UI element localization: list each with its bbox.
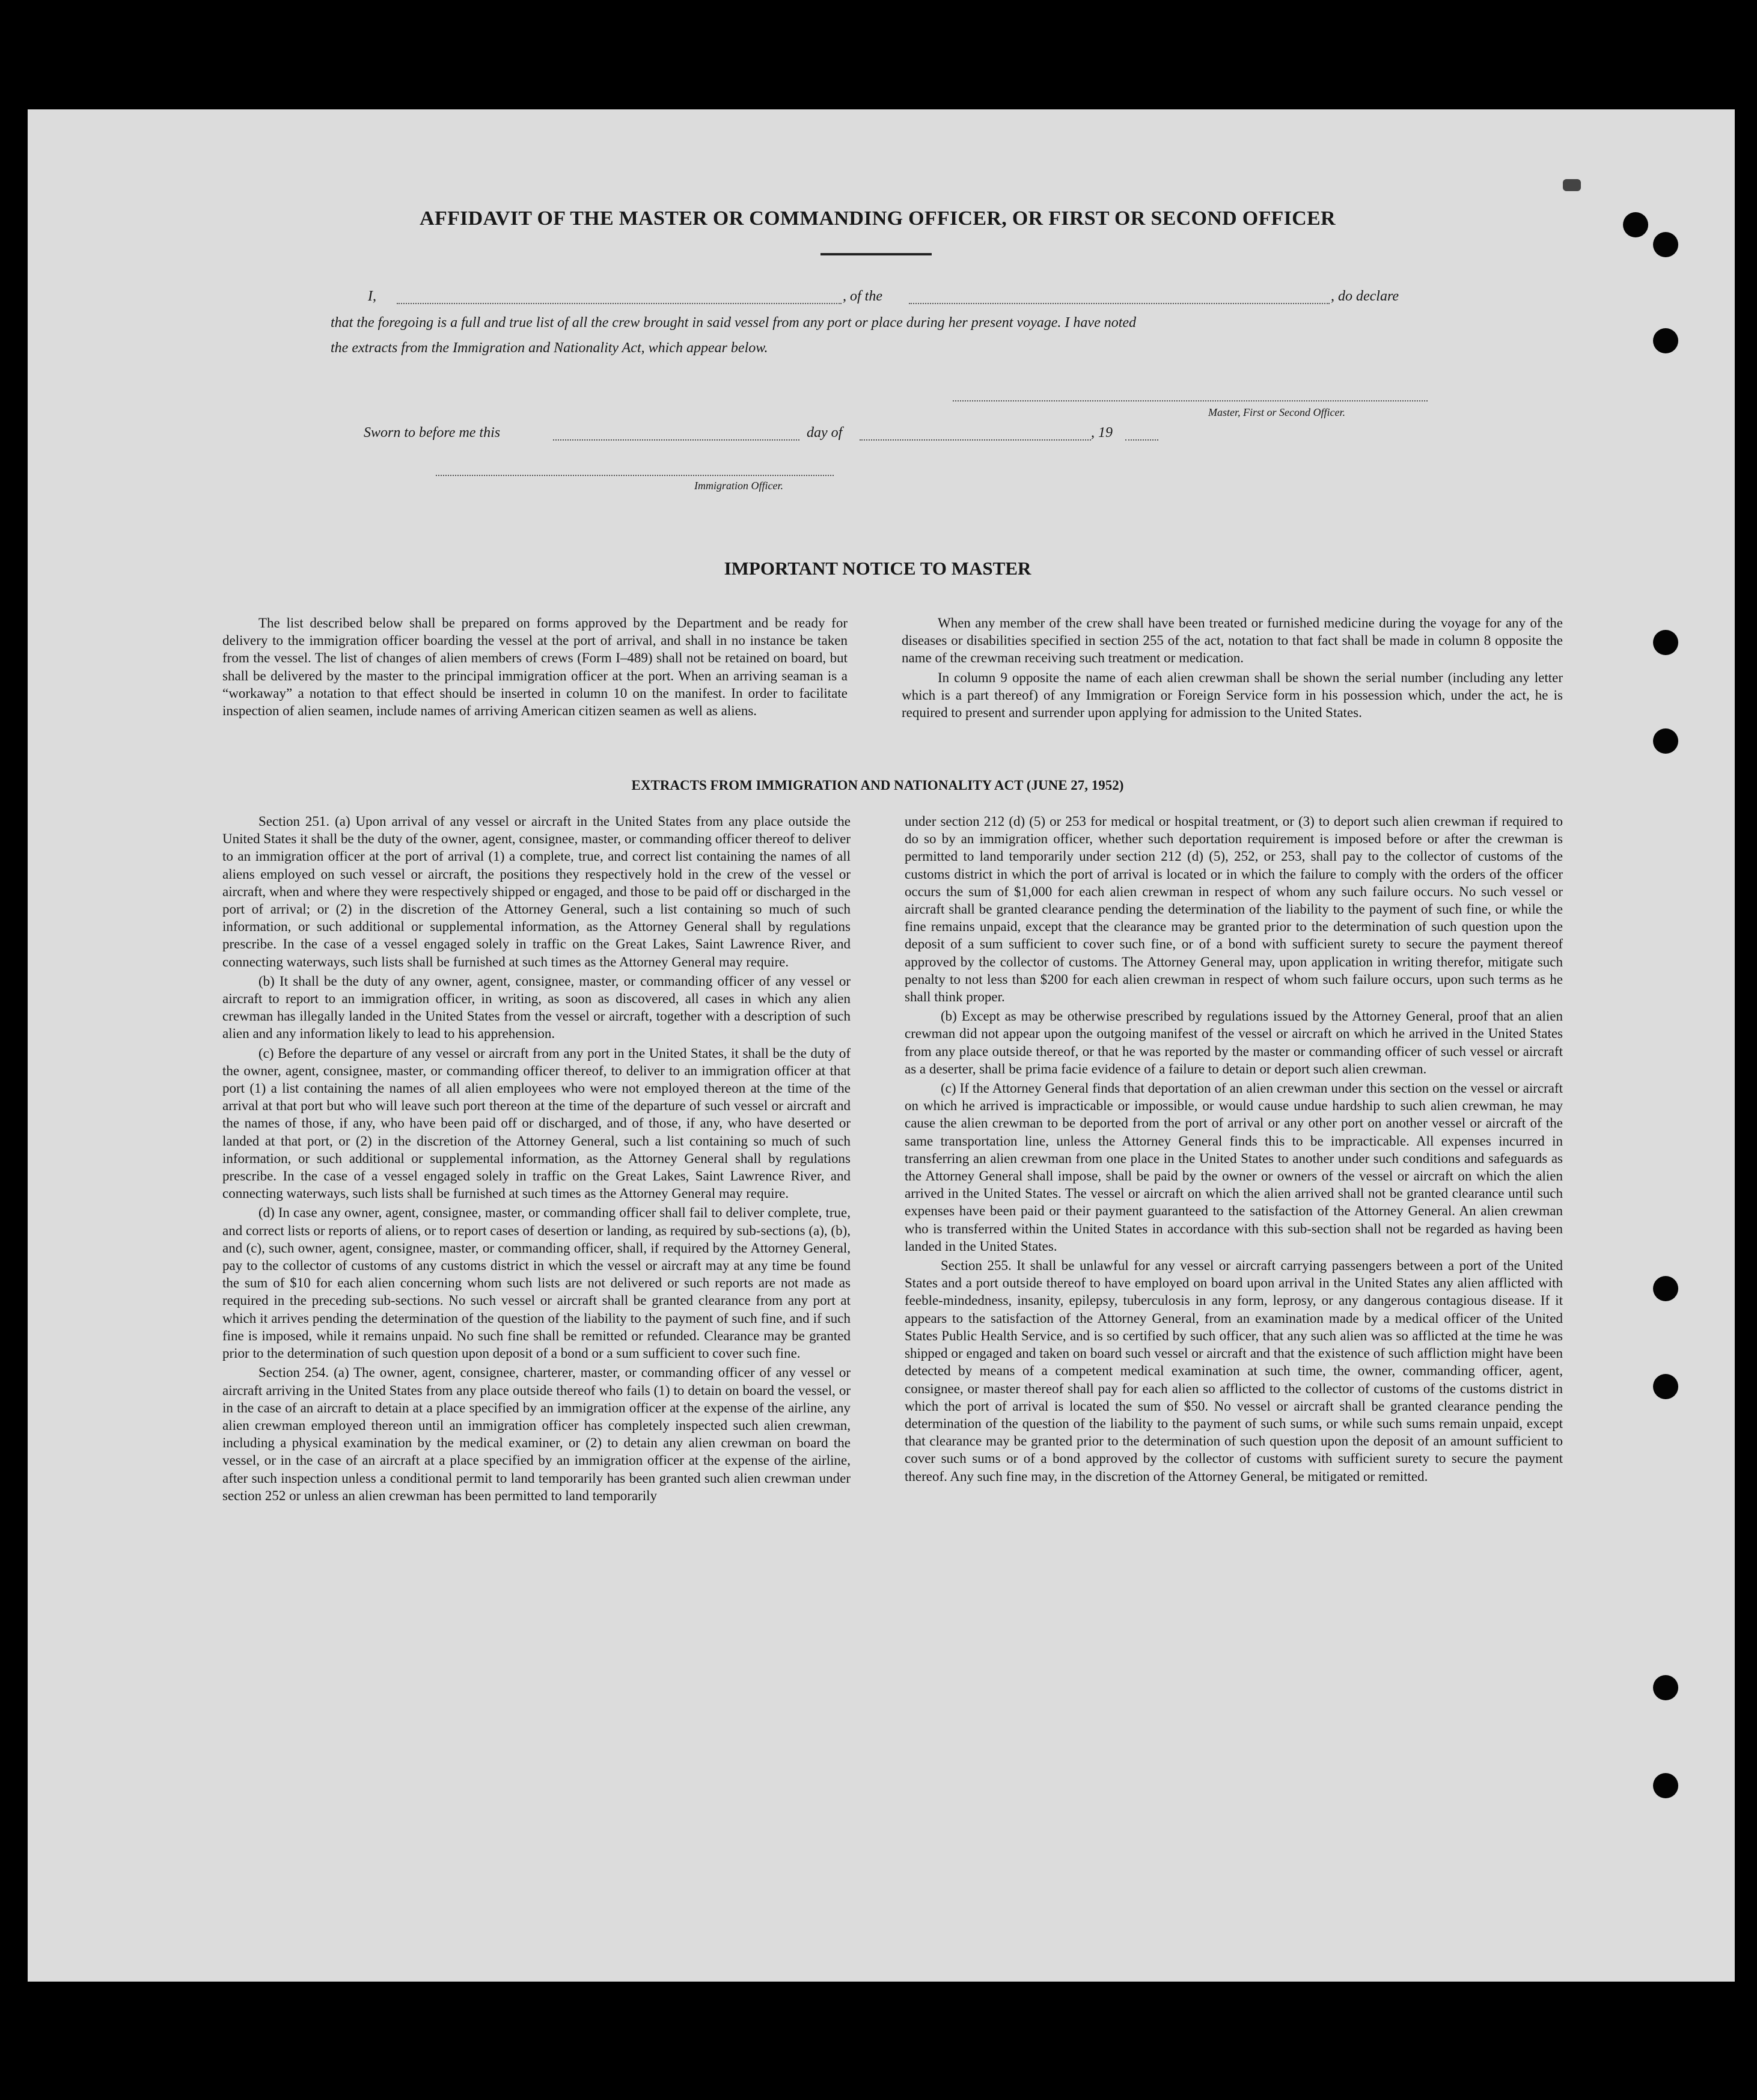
sworn-year-field[interactable] <box>1125 426 1158 441</box>
extract-paragraph: under section 212 (d) (5) or 253 for medical or hospital treatment, or (3) to deport such alien crewman if required to do so by an immigration officer, whether such deportation requirement is imposed before or after the crewman is permitted to land temporarily under section 212 (d) (5), 252, or 253, shall pay to the collector of customs of the customs district in which the port of arrival is located or in which the failure to comply with the orders of the officer occurs the sum of $1,000 for each alien crewman in respect of whom any such failure occurs. No such vessel or aircraft shall be granted clearance pending the determination of the liability to the payment of such fine, or while the fine remains unpaid, except that the clearance may be granted prior to the determination of such question upon the deposit of a sum sufficient to cover such fine, or of a bond with sufficient surety to secure the payment thereof approved by the collector of customs. The Attorney General may, upon application in writing therefor, mitigate such penalty to not less than $200 for each alien crewman in respect of whom such failure occurs, upon such terms as he shall think proper. <box>905 814 1563 1005</box>
extract-paragraph: (c) Before the departure of any vessel or aircraft from any port in the United States, it shall be the duty of the owner, agent, consignee, master, or commanding officer thereof, to deliver to an immigration officer at that port (1) a list containing the names of all alien employees who were not employed thereon at the time of the arrival at that port but who will leave such port thereon at the time of the departure of such vessel or aircraft and the names of those, if any, who have been paid off or discharged, and of those, if any, who have deserted or landed at that port, or (2) in the discretion of the Attorney General, such a list containing so much of such information, or such additional or supplemental information, as the Attorney General shall by regulations prescribe. In the case of a vessel engaged solely in traffic on the Great Lakes, Saint Lawrence River, and connecting waterways, such lists shall be furnished at such times as the Attorney General may require. <box>222 1045 851 1201</box>
sworn-day-field[interactable] <box>553 426 799 441</box>
declaration-of-the: , of the <box>843 288 882 304</box>
binder-hole <box>1653 630 1678 655</box>
binder-hole <box>1653 1675 1678 1700</box>
sworn-year: , 19 <box>1091 425 1113 441</box>
master-caption: Master, First or Second Officer. <box>1208 406 1345 418</box>
sworn-prefix: Sworn to before me this <box>364 425 501 441</box>
officer-caption: Immigration Officer. <box>694 480 783 492</box>
extract-paragraph: (b) It shall be the duty of any owner, agent, consignee, master, or commanding officer of any vessel or aircraft to report to an immigration officer, in writing, as soon as discovered, all cases in which any alien crewman has illegally landed in the United States from the vessel or aircraft, together with a description of such alien and any information likely to lead to his apprehension. <box>222 973 851 1042</box>
declaration-declare: , do declare <box>1331 288 1399 304</box>
binder-hole <box>1623 212 1648 237</box>
notice-title: IMPORTANT NOTICE TO MASTER <box>724 558 1031 579</box>
vessel-field[interactable] <box>909 290 1330 304</box>
binder-hole <box>1653 328 1678 353</box>
binder-hole <box>1653 728 1678 754</box>
binder-hole <box>1653 1773 1678 1798</box>
extract-paragraph: Section 251. (a) Upon arrival of any vessel or aircraft in the United States from any place outside the United States it shall be the duty of the owner, agent, consignee, master, or commanding officer thereof to deliver to an immigration officer at the port of arrival (1) a complete, true, and correct list containing the names of all aliens employed on such vessel or aircraft, the positions they respectively hold in the crew of the vessel or aircraft, when and where they were respectively shipped or engaged, and those to be paid off or discharged in the port of arrival; or (2) in the discretion of the Attorney General, such a list containing so much of such information, or such additional or supplemental information, as the Attorney General shall by regulations prescribe. In the case of a vessel engaged solely in traffic on the Great Lakes, Saint Lawrence River, and connecting waterways, such lists shall be furnished at such times as the Attorney General may require. <box>222 814 851 969</box>
notice-left-paragraph: The list described below shall be prepared on forms approved by the Department and be ready for delivery to the immigration officer boarding the vessel at the port of arrival, and shall in no instance be taken from the vessel. The list of changes of alien members of crews (Form I–489) shall not be retained on board, but shall be delivered by the master to the principal immigration officer at the port. When an arriving seaman is a “workaway” a notation to that effect should be inserted in column 10 on the manifest. In order to facilitate inspection of alien seamen, include names of arriving American citizen seamen as well as aliens. <box>222 615 848 719</box>
declaration-line3: the extracts from the Immigration and Nationality Act, which appear below. <box>331 340 768 356</box>
scan-mark <box>1563 179 1581 191</box>
extracts-left-column <box>222 813 851 1506</box>
binder-hole <box>1653 1374 1678 1399</box>
notice-right-paragraph: In column 9 opposite the name of each alien crewman shall be shown the serial number (including any letter which is a part thereof) of any Immigration or Foreign Service form in his possession which, under the act, he is required to present and surrender upon applying for admission to the United States. <box>902 670 1563 721</box>
extract-paragraph: (b) Except as may be otherwise prescribed by regulations issued by the Attorney General, proof that an alien crewman did not appear upon the outgoing manifest of the vessel or aircraft on which he arrived in the United States from any place outside thereof, or that he was reported by the master or commanding officer of such vessel or aircraft as a deserter, shall be prima facie evidence of a failure to detain or deport such alien crewman. <box>905 1009 1563 1076</box>
extract-paragraph: (c) If the Attorney General finds that deportation of an alien crewman under this section on the vessel or aircraft on which he arrived is impracticable or impossible, or would cause undue hardship to such alien crewman, he may cause the alien crewman to be deported from the port of arrival or any other port on another vessel or aircraft of the same transportation line, unless the Attorney General finds this to be impracticable. All expenses incurred in transferring an alien crewman from one place in the United States to another under such conditions and safeguards as the Attorney General shall impose, shall be paid by the owner or owners of the vessel or aircraft on which the alien arrived in the United States. The vessel or aircraft on which the alien arrived shall not be granted clearance until such expenses have been paid or their payment guaranteed to the satisfaction of the Attorney General. An alien crewman who is transferred within the United States in accordance with this sub-section shall not be regarded as having been landed in the United States. <box>905 1081 1563 1254</box>
notice-right-paragraph: When any member of the crew shall have been treated or furnished medicine during the voyage for any of the diseases or disabilities specified in section 255 of the act, notation to that fact shall be made in column 8 opposite the name of the crewman receiving such treatment or medication. <box>902 615 1563 666</box>
sworn-day-of: day of <box>807 425 843 441</box>
declaration-line2: that the foregoing is a full and true list of all the crew brought in said vessel from any port or place during her present voyage. I have noted <box>331 315 1137 331</box>
sworn-month-field[interactable] <box>860 426 1091 441</box>
affidavit-title: AFFIDAVIT OF THE MASTER OR COMMANDING OFFICER, OR FIRST OR SECOND OFFICER <box>420 207 1336 230</box>
binder-hole <box>1653 232 1678 257</box>
name-field[interactable] <box>397 290 842 304</box>
binder-hole <box>1653 1276 1678 1301</box>
declaration-i: I, <box>368 288 376 304</box>
officer-signature-line[interactable] <box>436 475 834 476</box>
master-signature-line[interactable] <box>953 400 1428 401</box>
title-rule <box>820 253 932 255</box>
extract-paragraph: Section 255. It shall be unlawful for any vessel or aircraft carrying passengers between a port of the United States and a port outside thereof to have employed on board upon arrival in the United States any alien afflicted with feeble-mindedness, insanity, epilepsy, tuberculosis in any form, leprosy, or any dangerous contagious disease. If it appears to the satisfaction of the Attorney General, from an examination made by a medical officer of the United States Public Health Service, and is so certified by such officer, that any such alien was so afflicted at the time he was shipped or engaged and taken on board such vessel or aircraft and that the existence of such affliction might have been detected by means of a competent medical examination at such time, the owner, commanding officer, agent, consignee, or master thereof shall pay for each alien so afflicted to the collector of customs of the customs district in which the port of arrival is located the sum of $50. No vessel or aircraft shall be granted clearance pending the determination of the question of the liability to the payment of such sums, or while such sums remain unpaid, except that clearance may be granted prior to the determination of such question upon the deposit of an amount sufficient to cover such sums or of a bond approved by the collector of customs with sufficient surety to secure the payment thereof. Any such fine may, in the discretion of the Attorney General, be mitigated or remitted. <box>905 1258 1563 1484</box>
extracts-right-column <box>905 813 1563 1487</box>
notice-right-column <box>902 614 1563 723</box>
extract-paragraph: Section 254. (a) The owner, agent, consignee, charterer, master, or commanding officer of any vessel or aircraft arriving in the United States from any place outside thereof who fails (1) to detain on board the vessel, or in the case of an aircraft to detain at a place specified by an immigration officer at the expense of the airline, any alien crewman employed thereon until an immigration officer has completely inspected such alien crewman, including a physical examination by the medical examiner, or (2) to detain any alien crewman on board the vessel, or in the case of an aircraft at a place specified by an immigration officer at the expense of the airline, after such inspection unless a conditional permit to land temporarily has been granted such alien crewman under section 252 or unless an alien crewman has been permitted to land temporarily <box>222 1365 851 1503</box>
notice-left-column <box>222 614 848 721</box>
extract-paragraph: (d) In case any owner, agent, consignee, master, or commanding officer shall fail to deliver complete, true, and correct lists or reports of aliens, or to report cases of desertion or landing, as required by sub-sections (a), (b), and (c), such owner, agent, consignee, master, or commanding officer, shall, if required by the Attorney General, pay to the collector of customs of any customs district in which the vessel or aircraft may at any time be found the sum of $10 for each alien concerning whom such lists are not delivered or such reports are not made as required in the preceding sub-sections. No such vessel or aircraft shall be granted clearance from any port at which it arrives pending the determination of the question of the liability to the payment of such fine, and if such fine is imposed, while it remains unpaid. No such fine shall be remitted or refunded. Clearance may be granted prior to the determination of such question upon deposit of a bond or a sum sufficient to cover such fine. <box>222 1205 851 1361</box>
extracts-title: EXTRACTS FROM IMMIGRATION AND NATIONALITY ACT (JUNE 27, 1952) <box>631 778 1124 793</box>
